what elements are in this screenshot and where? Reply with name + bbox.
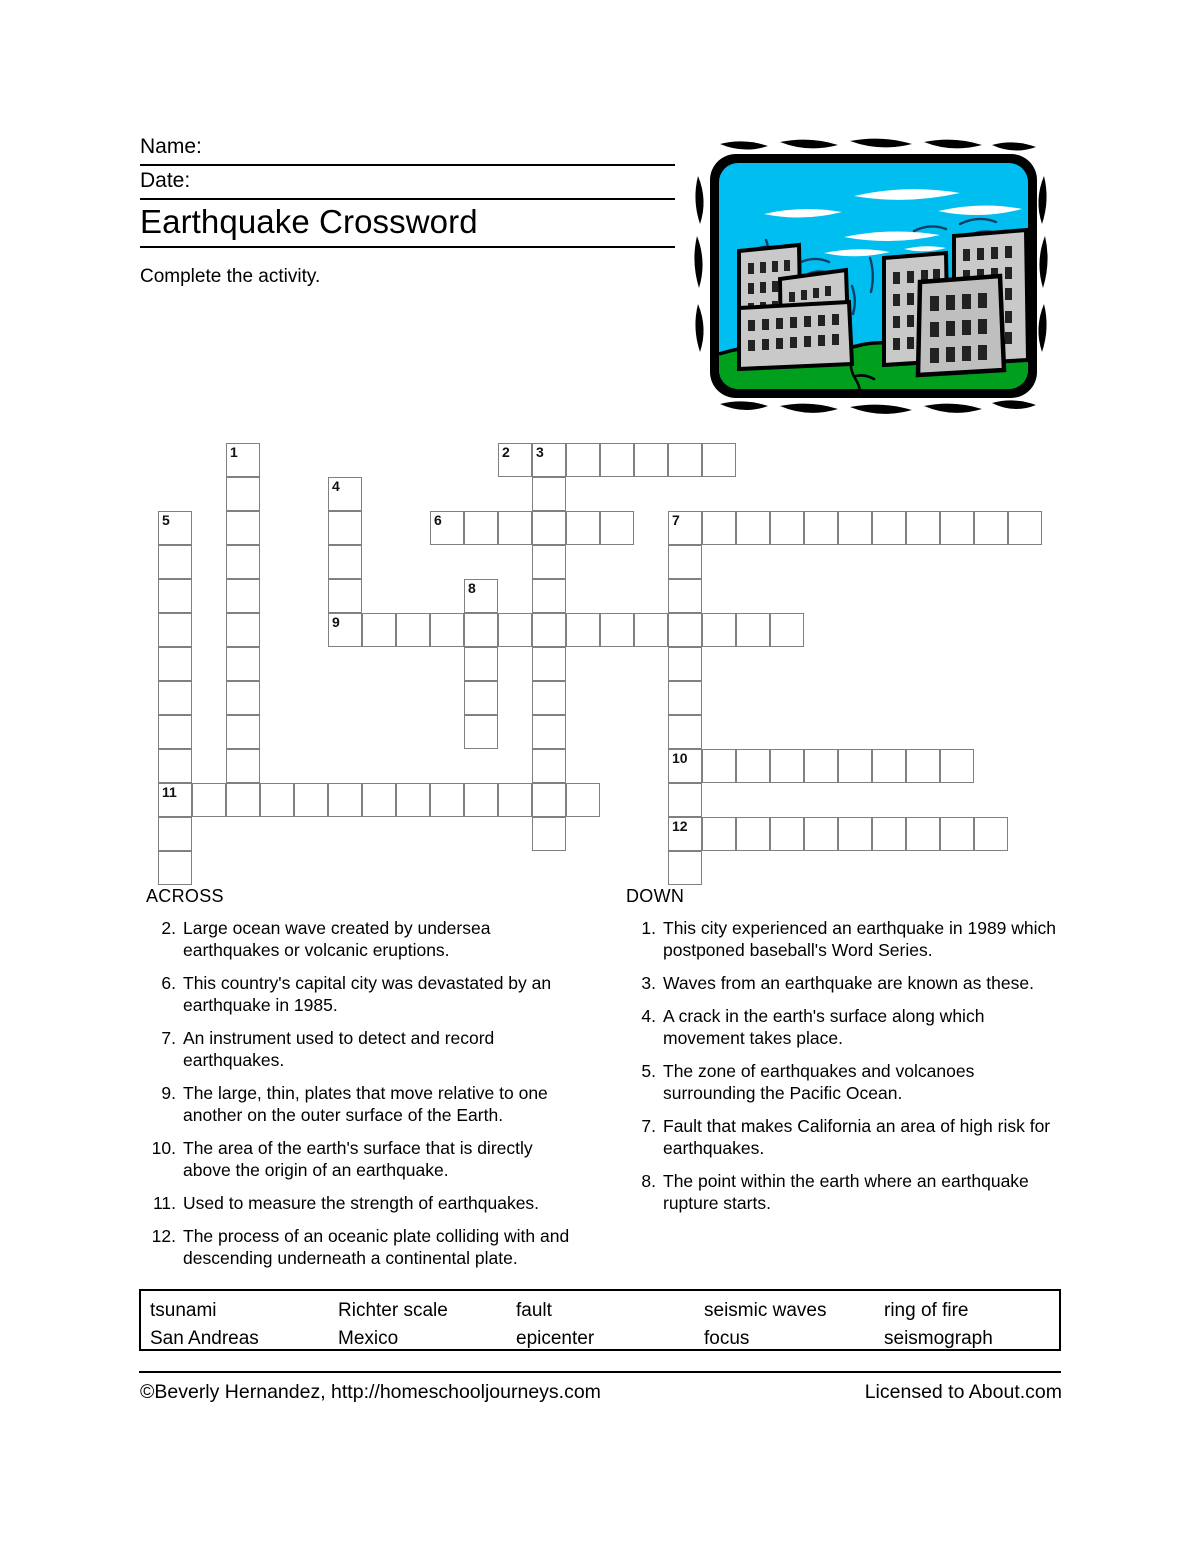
crossword-cell[interactable] bbox=[226, 545, 260, 579]
word-bank-word: Mexico bbox=[338, 1328, 399, 1349]
crossword-cell[interactable] bbox=[668, 749, 702, 783]
down-clue-text: Waves from an earthquake are known as these. bbox=[663, 973, 1034, 993]
crossword-cell[interactable] bbox=[804, 511, 838, 545]
down-clue-number: 3. bbox=[641, 973, 656, 993]
crossword-cell-number: 2 bbox=[502, 444, 510, 460]
word-bank bbox=[139, 1289, 1061, 1351]
crossword-cell[interactable] bbox=[430, 783, 464, 817]
worksheet-header bbox=[140, 132, 675, 288]
crossword-cell[interactable] bbox=[600, 511, 634, 545]
across-clue bbox=[146, 1027, 576, 1071]
crossword-cell[interactable] bbox=[940, 817, 974, 851]
across-clue bbox=[146, 1137, 576, 1181]
crossword-cell[interactable] bbox=[158, 817, 192, 851]
crossword-cell[interactable] bbox=[600, 443, 634, 477]
crossword-cell[interactable] bbox=[532, 817, 566, 851]
crossword-cell[interactable] bbox=[328, 477, 362, 511]
crossword-cell[interactable] bbox=[532, 681, 566, 715]
crossword-cell[interactable] bbox=[328, 613, 362, 647]
crossword-cell[interactable] bbox=[566, 783, 600, 817]
crossword-cell[interactable] bbox=[226, 749, 260, 783]
crossword-cell[interactable] bbox=[906, 511, 940, 545]
crossword-cell[interactable] bbox=[158, 647, 192, 681]
crossword-cell-number: 4 bbox=[332, 478, 340, 494]
crossword-cell[interactable] bbox=[362, 783, 396, 817]
word-bank-word: tsunami bbox=[150, 1300, 217, 1321]
crossword-cell[interactable] bbox=[464, 681, 498, 715]
footer-divider bbox=[139, 1371, 1061, 1373]
page-title-row bbox=[140, 200, 675, 248]
word-bank-word: focus bbox=[704, 1328, 750, 1349]
crossword-cell[interactable] bbox=[804, 817, 838, 851]
crossword-cell[interactable] bbox=[226, 579, 260, 613]
across-clue-number: 2. bbox=[161, 918, 176, 938]
crossword-cell[interactable] bbox=[532, 545, 566, 579]
crossword-cell[interactable] bbox=[294, 783, 328, 817]
crossword-cell[interactable] bbox=[770, 613, 804, 647]
crossword-cell[interactable] bbox=[1008, 511, 1042, 545]
crossword-cell[interactable] bbox=[464, 647, 498, 681]
crossword-cell[interactable] bbox=[464, 511, 498, 545]
crossword-cell[interactable] bbox=[532, 443, 566, 477]
down-heading: DOWN bbox=[626, 886, 685, 906]
crossword-cell[interactable] bbox=[226, 613, 260, 647]
crossword-cell[interactable] bbox=[906, 817, 940, 851]
across-clue bbox=[146, 1192, 576, 1214]
crossword-cell[interactable] bbox=[702, 817, 736, 851]
crossword-cell[interactable] bbox=[668, 715, 702, 749]
crossword-cell[interactable] bbox=[532, 511, 566, 545]
crossword-cell[interactable] bbox=[532, 613, 566, 647]
crossword-cell[interactable] bbox=[736, 511, 770, 545]
crossword-cell[interactable] bbox=[634, 613, 668, 647]
word-bank-word: fault bbox=[516, 1300, 552, 1321]
down-clue-text: This city experienced an earthquake in 1989 which postponed baseball's Word Series. bbox=[663, 918, 1057, 960]
crossword-cell[interactable] bbox=[328, 545, 362, 579]
crossword-cell[interactable] bbox=[668, 647, 702, 681]
down-clue-number: 8. bbox=[641, 1171, 656, 1191]
crossword-cell-number: 3 bbox=[536, 444, 544, 460]
crossword-cell[interactable] bbox=[532, 749, 566, 783]
across-clue-number: 7. bbox=[161, 1028, 176, 1048]
footer bbox=[140, 1381, 1062, 1404]
crossword-cell[interactable] bbox=[226, 647, 260, 681]
crossword-cell[interactable] bbox=[158, 579, 192, 613]
across-heading: ACROSS bbox=[146, 886, 224, 906]
crossword-cell[interactable] bbox=[226, 443, 260, 477]
crossword-cell[interactable] bbox=[464, 579, 498, 613]
crossword-cell[interactable] bbox=[226, 511, 260, 545]
crossword-cell[interactable] bbox=[668, 817, 702, 851]
across-clue-number: 12. bbox=[151, 1226, 176, 1246]
word-bank-word: San Andreas bbox=[150, 1328, 259, 1349]
crossword-cell[interactable] bbox=[226, 783, 260, 817]
across-clue bbox=[146, 917, 576, 961]
across-clue bbox=[146, 1082, 576, 1126]
crossword-cell[interactable] bbox=[498, 511, 532, 545]
crossword-cell-number: 9 bbox=[332, 614, 340, 630]
name-label: Name: bbox=[140, 135, 202, 158]
crossword-cell-number: 11 bbox=[162, 784, 177, 800]
word-bank-word: ring of fire bbox=[884, 1300, 969, 1321]
down-clue-number: 7. bbox=[641, 1116, 656, 1136]
crossword-cell[interactable] bbox=[498, 613, 532, 647]
crossword-cell[interactable] bbox=[158, 511, 192, 545]
word-bank-word: epicenter bbox=[516, 1328, 595, 1349]
crossword-cell[interactable] bbox=[158, 681, 192, 715]
crossword-cell[interactable] bbox=[702, 443, 736, 477]
crossword-cell[interactable] bbox=[736, 749, 770, 783]
crossword-cell[interactable] bbox=[770, 511, 804, 545]
crossword-cell[interactable] bbox=[532, 647, 566, 681]
crossword-cell[interactable] bbox=[532, 783, 566, 817]
crossword-cell[interactable] bbox=[702, 613, 736, 647]
down-clue bbox=[626, 1115, 1056, 1159]
down-clue-text: A crack in the earth's surface along which movement takes place. bbox=[663, 1006, 985, 1048]
crossword-cell[interactable] bbox=[668, 681, 702, 715]
down-clues-column bbox=[626, 886, 1056, 1225]
crossword-cell[interactable] bbox=[940, 749, 974, 783]
crossword-cell[interactable] bbox=[600, 613, 634, 647]
crossword-cell[interactable] bbox=[566, 511, 600, 545]
crossword-cell-number: 8 bbox=[468, 580, 476, 596]
earthquake-city-illustration bbox=[692, 136, 1055, 416]
crossword-cell[interactable] bbox=[872, 511, 906, 545]
crossword-cell[interactable] bbox=[158, 783, 192, 817]
crossword-cell[interactable] bbox=[328, 579, 362, 613]
word-bank-word: seismograph bbox=[884, 1328, 993, 1349]
crossword-cell[interactable] bbox=[770, 749, 804, 783]
page-title: Earthquake Crossword bbox=[140, 203, 478, 240]
across-clue-text: Large ocean wave created by undersea earthquakes or volcanic eruptions. bbox=[183, 918, 491, 960]
crossword-cell[interactable] bbox=[668, 579, 702, 613]
crossword-cell-number: 10 bbox=[672, 750, 688, 766]
down-clue bbox=[626, 917, 1056, 961]
crossword-cell[interactable] bbox=[668, 545, 702, 579]
crossword-cell[interactable] bbox=[158, 715, 192, 749]
crossword-cell[interactable] bbox=[226, 681, 260, 715]
down-clue bbox=[626, 1005, 1056, 1049]
across-clue-number: 6. bbox=[161, 973, 176, 993]
across-clues-column bbox=[146, 886, 576, 1280]
crossword-cell[interactable] bbox=[464, 715, 498, 749]
across-clue bbox=[146, 1225, 576, 1269]
across-clue-number: 10. bbox=[151, 1138, 176, 1158]
crossword-cell[interactable] bbox=[192, 783, 226, 817]
crossword-cell[interactable] bbox=[668, 851, 702, 885]
crossword-cell[interactable] bbox=[158, 749, 192, 783]
crossword-cell[interactable] bbox=[430, 613, 464, 647]
across-clue-text: An instrument used to detect and record earthquakes. bbox=[183, 1028, 495, 1070]
crossword-cell[interactable] bbox=[226, 477, 260, 511]
crossword-cell[interactable] bbox=[532, 477, 566, 511]
crossword-cell[interactable] bbox=[328, 783, 362, 817]
crossword-cell[interactable] bbox=[498, 443, 532, 477]
crossword-cell[interactable] bbox=[362, 613, 396, 647]
crossword-cell[interactable] bbox=[498, 783, 532, 817]
crossword-cell[interactable] bbox=[770, 817, 804, 851]
crossword-cell[interactable] bbox=[634, 443, 668, 477]
across-clue-text: The large, thin, plates that move relative to one another on the outer surface of the Earth. bbox=[183, 1083, 548, 1125]
down-clue bbox=[626, 1060, 1056, 1104]
crossword-cell[interactable] bbox=[328, 511, 362, 545]
crossword-cell[interactable] bbox=[158, 851, 192, 885]
crossword-cell[interactable] bbox=[430, 511, 464, 545]
crossword-cell[interactable] bbox=[464, 783, 498, 817]
crossword-cell-number: 5 bbox=[162, 512, 170, 528]
crossword-cell[interactable] bbox=[838, 749, 872, 783]
crossword-cell[interactable] bbox=[838, 817, 872, 851]
crossword-cell[interactable] bbox=[396, 783, 430, 817]
crossword-cell[interactable] bbox=[158, 545, 192, 579]
across-clue-number: 11. bbox=[152, 1193, 176, 1213]
across-clue-text: Used to measure the strength of earthquakes. bbox=[183, 1193, 540, 1213]
crossword-cell[interactable] bbox=[566, 443, 600, 477]
crossword-cell[interactable] bbox=[906, 749, 940, 783]
crossword-cell-number: 6 bbox=[434, 512, 442, 528]
crossword-cell[interactable] bbox=[532, 715, 566, 749]
date-label: Date: bbox=[140, 169, 191, 192]
copyright-text: ©Beverly Hernandez, http://homeschooljourneys.com bbox=[140, 1381, 601, 1403]
down-clue-number: 4. bbox=[641, 1006, 656, 1026]
crossword-cell[interactable] bbox=[804, 749, 838, 783]
name-field-row[interactable] bbox=[140, 132, 675, 166]
crossword-cell[interactable] bbox=[872, 749, 906, 783]
instruction-text: Complete the activity. bbox=[140, 266, 321, 287]
word-bank-word: seismic waves bbox=[704, 1300, 827, 1321]
crossword-cell-number: 7 bbox=[672, 512, 680, 528]
crossword-grid[interactable] bbox=[158, 443, 1058, 863]
crossword-cell[interactable] bbox=[260, 783, 294, 817]
crossword-cell[interactable] bbox=[668, 613, 702, 647]
down-clue-number: 1. bbox=[641, 918, 656, 938]
across-clue-text: The area of the earth's surface that is directly above the origin of an earthquake. bbox=[183, 1138, 533, 1180]
across-clue bbox=[146, 972, 576, 1016]
down-clue-text: The point within the earth where an earthquake rupture starts. bbox=[663, 1171, 1029, 1213]
crossword-cell[interactable] bbox=[702, 511, 736, 545]
date-field-row[interactable] bbox=[140, 166, 675, 200]
crossword-cell[interactable] bbox=[532, 579, 566, 613]
crossword-cell[interactable] bbox=[566, 613, 600, 647]
crossword-cell[interactable] bbox=[668, 783, 702, 817]
crossword-cell[interactable] bbox=[702, 749, 736, 783]
crossword-cell[interactable] bbox=[736, 817, 770, 851]
down-clue-text: Fault that makes California an area of high risk for earthquakes. bbox=[663, 1116, 1051, 1158]
word-bank-word: Richter scale bbox=[338, 1300, 448, 1321]
across-clue-text: This country's capital city was devastated by an earthquake in 1985. bbox=[183, 973, 552, 1015]
crossword-cell[interactable] bbox=[668, 443, 702, 477]
license-text: Licensed to About.com bbox=[864, 1381, 1062, 1403]
crossword-cell[interactable] bbox=[396, 613, 430, 647]
down-clue-text: The zone of earthquakes and volcanoes surrounding the Pacific Ocean. bbox=[663, 1061, 975, 1103]
down-clue bbox=[626, 972, 1056, 994]
crossword-cell[interactable] bbox=[464, 613, 498, 647]
crossword-cell[interactable] bbox=[158, 613, 192, 647]
crossword-cell-number: 1 bbox=[230, 444, 238, 460]
crossword-cell[interactable] bbox=[872, 817, 906, 851]
crossword-cell[interactable] bbox=[226, 715, 260, 749]
across-clue-number: 9. bbox=[161, 1083, 176, 1103]
down-clue bbox=[626, 1170, 1056, 1214]
crossword-cell[interactable] bbox=[974, 511, 1008, 545]
crossword-cell[interactable] bbox=[736, 613, 770, 647]
down-clue-number: 5. bbox=[641, 1061, 656, 1081]
across-clue-text: The process of an oceanic plate colliding with and descending underneath a continental plate. bbox=[183, 1226, 570, 1268]
crossword-cell[interactable] bbox=[974, 817, 1008, 851]
crossword-cell[interactable] bbox=[838, 511, 872, 545]
crossword-cell[interactable] bbox=[668, 511, 702, 545]
crossword-cell[interactable] bbox=[940, 511, 974, 545]
crossword-cell-number: 12 bbox=[672, 818, 688, 834]
